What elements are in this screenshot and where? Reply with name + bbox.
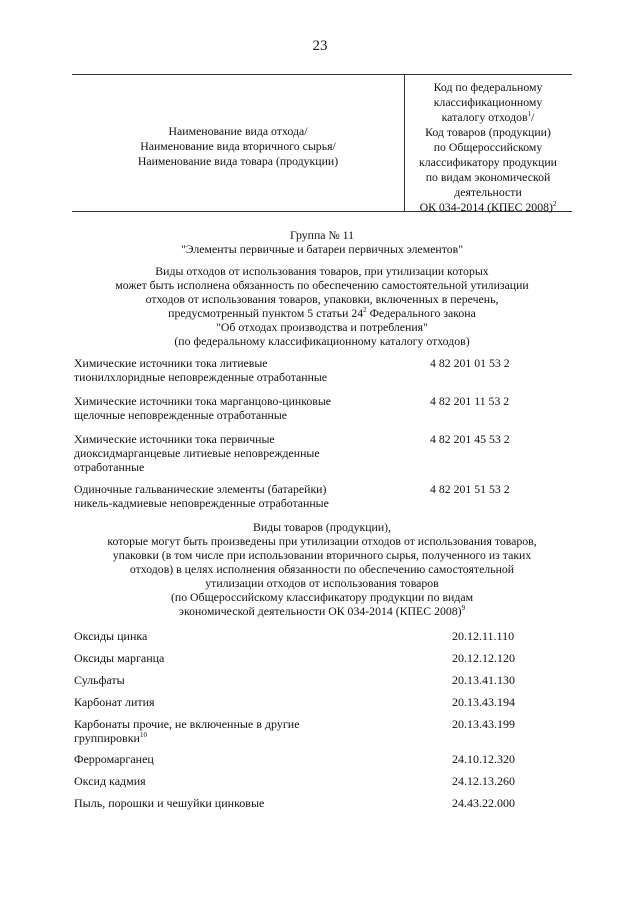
header-top-rule [72, 74, 572, 75]
product-name: Пыль, порошки и чешуйки цинковые [74, 796, 265, 810]
waste-item-name: Химические источники тока марганцово-цинковые щелочные неповрежденные отработанные [74, 394, 332, 422]
product-code: 20.13.41.130 [452, 673, 515, 687]
waste-intro [72, 264, 572, 348]
header-left-line: Наименование вида отхода/ [168, 124, 308, 138]
products-intro-line: которые могут быть произведены при утилизации отходов от использования товаров, [107, 534, 537, 548]
group-title: Группа № 11 [289, 228, 355, 242]
product-name: Сульфаты [74, 673, 125, 687]
header-right-line-footnote: каталогу отходов$^1$/ [441, 110, 535, 124]
product-code: 20.12.11.110 [452, 629, 515, 643]
header-left-cell [72, 124, 404, 169]
waste-intro-line: "Об отходах производства и потребления" [216, 320, 428, 334]
header-right-line: классификационному [433, 95, 543, 109]
waste-intro-line-footnote: предусмотренный пунктом 5 статьи $24^2$ Федерального закона [168, 306, 476, 320]
header-right-line: по Общероссийскому [433, 140, 543, 154]
waste-item-code: 4 82 201 51 53 2 [430, 482, 510, 496]
products-intro-line-footnote: экономической деятельности ОК 034-2014 (КПЕС 2008)$^9$ [178, 604, 466, 618]
waste-item-code: 4 82 201 01 53 2 [430, 356, 510, 370]
product-code: 20.13.43.194 [452, 695, 515, 709]
waste-item-name: Одиночные гальванические элементы (батарейки) никель-кадмиевые неповрежденные отработанные [74, 482, 329, 510]
products-intro-line: утилизации отходов от использования товаров [205, 576, 439, 590]
header-right-line: Код по федеральному [433, 80, 543, 94]
product-name: Оксиды марганца [74, 651, 165, 665]
header-left-line: Наименование вида вторичного сырья/ [140, 139, 336, 153]
waste-item-name: Химические источники тока первичные диоксидмарганцевые литиевые неповрежденные отработанные [74, 432, 320, 474]
product-code: 24.12.13.260 [452, 774, 515, 788]
header-right-line: классификатору продукции [419, 155, 557, 169]
header-right-line: деятельности [454, 185, 522, 199]
page-number: 23 [312, 38, 328, 54]
waste-item-name: Химические источники тока литиевые тионилхлоридные неповрежденные отработанные [74, 356, 328, 384]
product-name: Ферромарганец [74, 752, 154, 766]
group-name: "Элементы первичные и батареи первичных элементов" [180, 242, 464, 256]
products-intro-line: отходов) в целях исполнения обязанности по обеспечению самостоятельной [129, 562, 515, 576]
products-intro [72, 520, 572, 618]
header-right-line: по видам экономической [425, 170, 551, 184]
product-name: Оксиды цинка [74, 629, 148, 643]
product-name: Оксид кадмия [74, 774, 146, 788]
product-code: 20.12.12.120 [452, 651, 515, 665]
waste-intro-line: (по федеральному классификационному каталогу отходов) [174, 334, 470, 348]
waste-item-code: 4 82 201 45 53 2 [430, 432, 510, 446]
header-right-line: Код товаров (продукции) [425, 125, 551, 139]
waste-intro-line: отходов от использования товаров, упаковки, включенных в перечень, [145, 292, 499, 306]
product-name: Карбонат лития [74, 695, 155, 709]
product-code: 20.13.43.199 [452, 717, 515, 731]
products-intro-line: (по Общероссийскому классификатору продукции по видам [170, 590, 474, 604]
product-code: 24.43.22.000 [452, 796, 515, 810]
product-code: 24.10.12.320 [452, 752, 515, 766]
product-name: Карбонаты прочие, не включенные в другие группировки$^{10}$ [74, 717, 300, 745]
products-intro-line: Виды товаров (продукции), [252, 520, 392, 534]
waste-intro-line: может быть исполнена обязанность по обеспечению самостоятельной утилизации [115, 278, 529, 292]
group-heading [72, 228, 572, 256]
header-left-line: Наименование вида товара (продукции) [137, 154, 339, 168]
waste-item-code: 4 82 201 11 53 2 [430, 394, 510, 408]
waste-intro-line: Виды отходов от использования товаров, при утилизации которых [155, 264, 489, 278]
header-right-cell [404, 80, 572, 215]
header-right-line-footnote: ОК 034-2014 (КПЕС 2008)$^2$ [419, 200, 557, 214]
products-intro-line: упаковки (в том числе при использовании вторичного сырья, полученного из таких [112, 548, 532, 562]
